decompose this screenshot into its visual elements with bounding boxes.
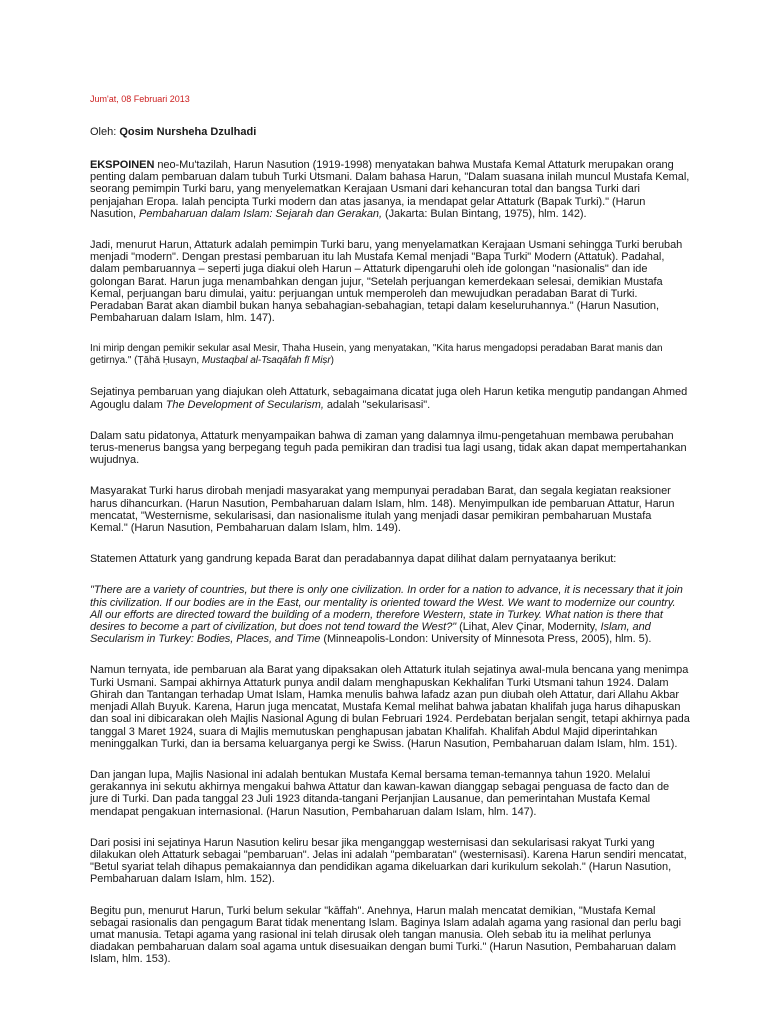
text-run: Dari posisi ini sejatinya Harun Nasution keliru besar jika menganggap westernisasi dan sekularisasi rakyat Turki yang dilakukan oleh Attaturk sebagai "pembaruan". Jelas ini adalah "pembaratan" (westernisasi). Karena Harun sendiri mencatat, "Betul syariat telah dihapus pemakaiannya dan pendidikan agama dikeluarkan dari kurikulum sekolah." (Harun Nasution, Pembaharuan dalam Islam, hlm. 152). (90, 836, 687, 886)
text-run: (Jakarta: Bulan Bintang, 1975), hlm. 142). (381, 207, 587, 220)
text-run: Statemen Attaturk yang gandrung kepada Barat dan peradabannya dapat dilihat dalam pernyataanya berikut: (90, 553, 617, 566)
text-run: (Lihat, Alev Çinar, Modernity, (456, 621, 601, 634)
text-run: Masyarakat Turki harus dirobah menjadi masyarakat yang mempunyai peradaban Barat, dan segala kegiatan reaksioner harus dihancurkan. (Harun Nasution, Pembaharuan dalam Islam, hlm. 148). Menyimpulkan ide pembaruan Attatur, Harun mencatat, "Westernisme, sekularisasi, dan nasionalisme itulah yang menjadi dasar pemikiran pembaharuan Mustafa Kemal." (Harun Nasution, Pembaharuan dalam Islam, hlm. 149). (90, 485, 675, 535)
paragraph-8-english-quote (90, 584, 690, 645)
text-run: The Development of Secularism, (165, 398, 324, 411)
paragraph-1 (90, 159, 690, 220)
text-run: Mustaqbal al-Tsaqāfah fī Miṣr (201, 355, 331, 367)
paragraph-4 (90, 386, 690, 410)
text-run: neo-Mu'tazilah, Harun Nasution (1919-1998) menyatakan bahwa Mustafa Kemal Attaturk merupakan orang penting dalam pembaruan dalam tubuh Turki Utsmani. Dalam bahasa Harun, "Dalam suasana inilah muncul Mustafa Kemal, seorang pemimpin Turki baru, yang menyelematkan Kerajaan Usmani dari kehancuran total dan bangsa Turki dari penjajahan Eropa. Ialah pencipta Turki modern dan atas jasanya, ia mendapat gelar Attaturk (Bapak Turki)." (Harun Nasution, (90, 159, 690, 220)
author-line (90, 125, 690, 139)
paragraph-6 (90, 485, 690, 534)
text-run: adalah "sekularisasi". (323, 398, 431, 411)
text-run: "There are a variety of countries, but there is only one civilization. In order for a nation to advance, it is necessary that it join this civilization. If our bodies are in the East, our mentality is oriented toward the West. We want to modernize our country. All our efforts are directed toward the building of a modern, therefore Western, state in Turkey. What nation is there that desires to become a part of civilization, but does not tend toward the West?" (90, 584, 683, 634)
paragraph-3-thaha-husein-quote (90, 343, 690, 367)
text-run: Jadi, menurut Harun, Attaturk adalah pemimpin Turki baru, yang menyelamatkan Kerajaan Usmani sehingga Turki berubah menjadi "modern". Dengan prestasi pembaruan itu lah Mustafa Kemal menjadi "Bapa Turki" Modern (Attatuk). Padahal, dalam pembaruannya – seperti juga diakui oleh Harun – Attaturk dipengaruhi oleh ide golongan "nasionalis" dan ide golongan Barat. Harun juga menambahkan dengan jujur, "Setelah perjuangan kemerdekaan selesai, demikian Mustafa Kemal, perjuangan baru dimulai, yaitu: perjuangan untuk memperoleh dan mewujudkan peradaban Barat di Turki. Peradaban Barat akan diambil bukan hanya sebahagian-sebahagian, tetapi dalam keseluruhannya." (Harun Nasution, Pembaharuan dalam Islam, hlm. 147). (90, 239, 683, 325)
author-prefix: Oleh: (90, 126, 120, 138)
text-run: Islam, and Secularism in Turkey: Bodies, Places, and Time (90, 621, 651, 646)
post-date: Jum'at, 08 Februari 2013 (90, 94, 190, 104)
paragraph-11 (90, 837, 690, 886)
paragraph-2 (90, 239, 690, 324)
text-run: Pembaharuan dalam Islam: Sejarah dan Gerakan, (139, 207, 382, 220)
article (90, 94, 690, 985)
paragraph-9 (90, 664, 690, 749)
paragraph-12 (90, 905, 690, 966)
text-run: Sejatinya pembaruan yang diajukan oleh Attaturk, sebagaimana dicatat juga oleh Harun ketika mengutip pandangan Ahmed Agouglu dalam (90, 386, 688, 411)
text-run: Ini mirip dengan pemikir sekular asal Mesir, Thaha Husein, yang menyatakan, "Kita harus mengadopsi peradaban Barat manis dan getirnya." (Ṭāhā Ḥusayn, (90, 343, 663, 367)
text-run: Namun ternyata, ide pembaruan ala Barat yang dipaksakan oleh Attaturk itulah sejatinya awal-mula bencana yang menimpa Turki Usmani. Sampai akhirnya Attaturk punya andil dalam menghapuskan Kekhalifan Turki Utsmani tahun 1924. Dalam Ghirah dan Tantangan terhadap Umat Islam, Hamka menulis bahwa lafadz azan pun diubah oleh Attatur, dari Allahu Akbar menjadi Allah Buyuk. Karena, Harun juga mencatat, Mustafa Kemal melihat bahwa jabatan khalifah juga harus dihapuskan dan soal ini dibicarakan oleh Majlis Nasional Agung di bulan Februari 1924. Perdebatan berjalan sengit, tetapi akhirnya pada tanggal 3 Maret 1924, suara di Majlis memutuskan penghapusan jabatan Khalifah. Khalifah Abdul Majid diperintahkan meninggalkan Turki, dan ia bersama keluarganya pergi ke Swiss. (Harun Nasution, Pembaharuan dalam Islam, hlm. 151). (90, 664, 690, 750)
text-run: Begitu pun, menurut Harun, Turki belum sekular "kāffah". Anehnya, Harun malah mencatat demikian, "Mustafa Kemal sebagai rasionalis dan pengagum Barat tidak menentang Islam. Baginya Islam adalah agama yang rasional dan perlu bagi umat manusia. Tetapi agama yang rasional ini telah dirusak oleh tangan manusia. Oleh sebab itu ia melihat perlunya diadakan pembaharuan dalam soal agama untuk disesuaikan dengan bumi Turki." (Harun Nasution, Pembaharuan dalam Islam, hlm. 153). (90, 904, 682, 966)
text-run: EKSPOINEN (90, 159, 155, 171)
text-run: Dan jangan lupa, Majlis Nasional ini adalah bentukan Mustafa Kemal bersama teman-temannya tahun 1920. Melalui gerakannya ini sekutu akhirnya mengakui bahwa Attatur dan kawan-kawan dianggap sebagai penguasa de facto dan de jure di Turki. Dan pada tanggal 23 Juli 1923 ditanda-tangani Perjanjian Lausanue, dan pemerintahan Mustafa Kemal mendapat pengakuan internasional. (Harun Nasution, Pembaharuan dalam Islam, hlm. 147). (90, 768, 670, 818)
paragraph-10 (90, 769, 690, 818)
author-name: Qosim Nursheha Dzulhadi (119, 126, 257, 138)
paragraph-7 (90, 553, 690, 565)
text-run: ) (330, 355, 334, 367)
text-run: Dalam satu pidatonya, Attaturk menyampaikan bahwa di zaman yang dalamnya ilmu-pengetahuan membawa perubahan terus-menerus bangsa yang berpegang teguh pada pemikiran dan tradisi tua lagi usang, tidak akan dapat mempertahankan wujudnya. (90, 429, 687, 467)
text-run: (Minneapolis-London: University of Minnesota Press, 2005), hlm. 5). (320, 633, 652, 646)
paragraph-5 (90, 430, 690, 467)
